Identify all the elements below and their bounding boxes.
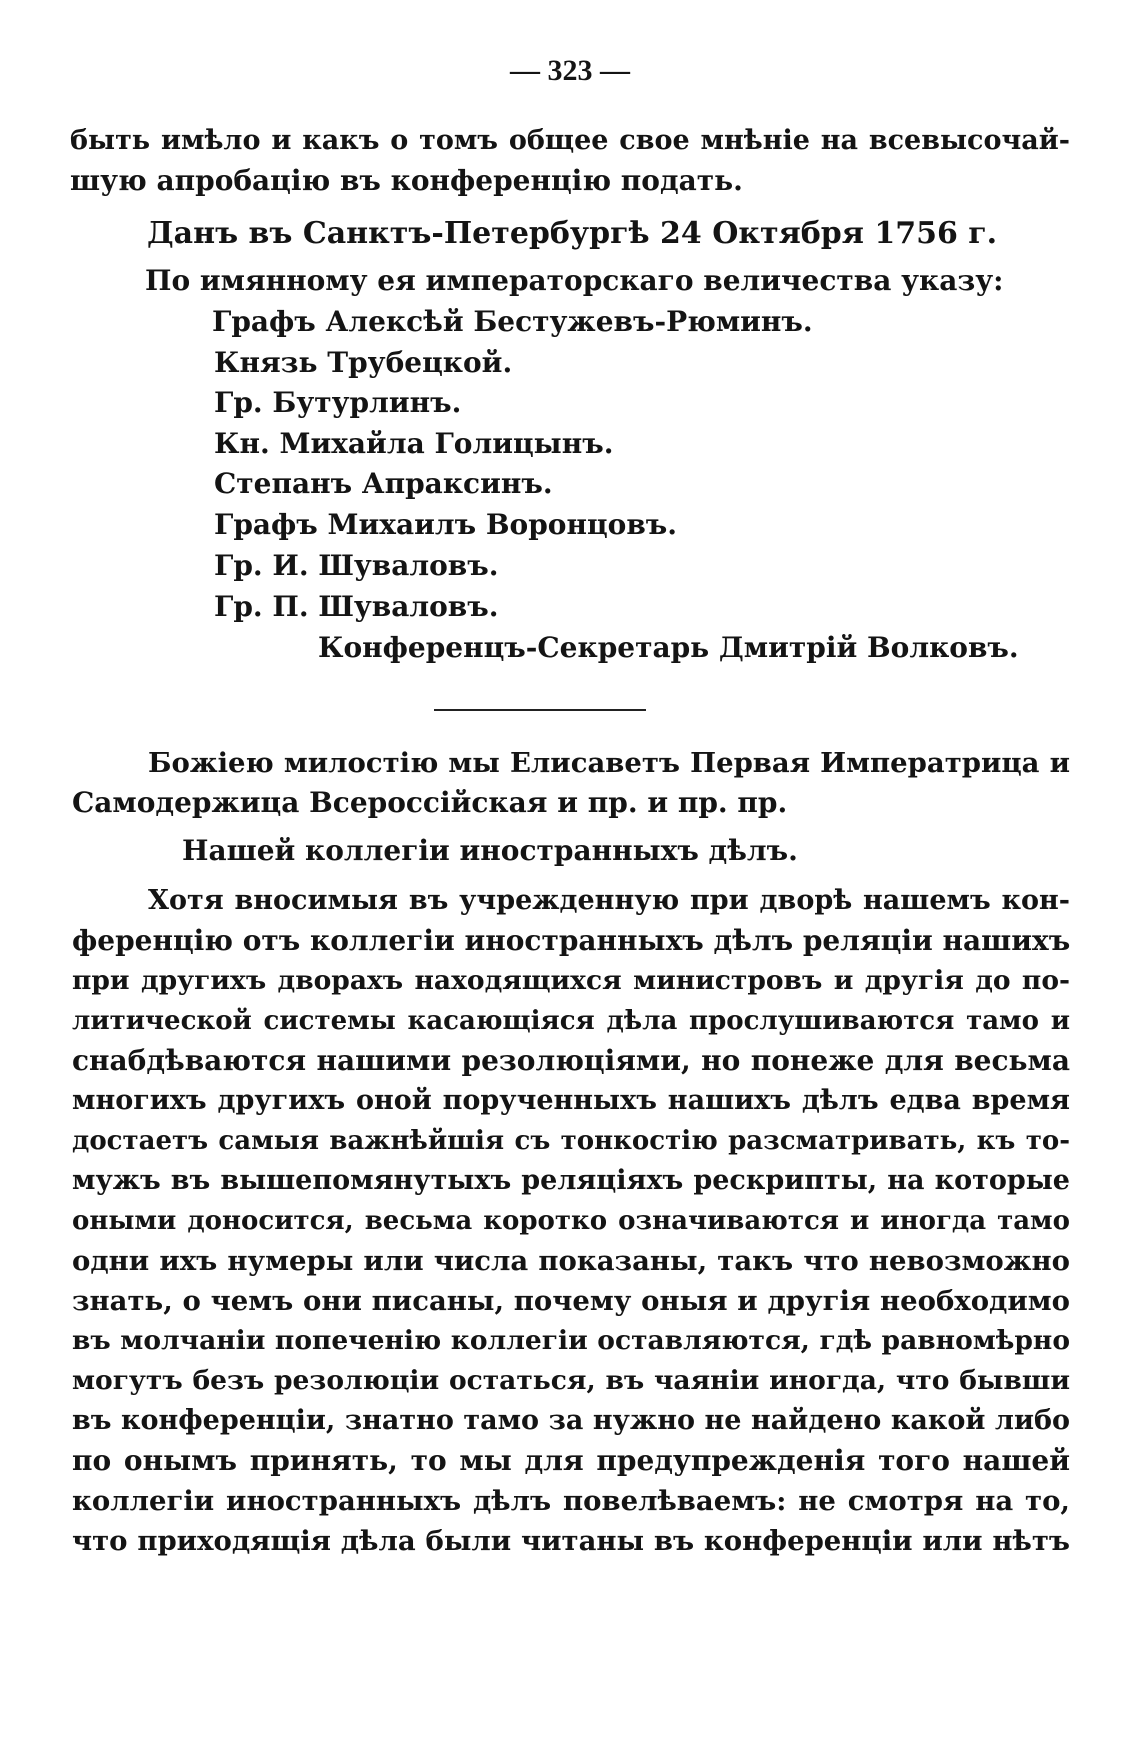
body-line: достаетъ самыя важнѣйшія съ тонкостію разсматривать, къ то- bbox=[72, 1126, 1070, 1156]
body-line: по онымъ принять, то мы для предупрежденія того нашей bbox=[72, 1444, 1070, 1477]
decree-authority: По имянному ея императорскаго величества указу: bbox=[145, 264, 1004, 297]
body-line: мужъ въ вышепомянутыхъ реляціяхъ рескрипты, на которые bbox=[72, 1165, 1070, 1196]
decree-date: Данъ въ Санктъ-Петербургѣ 24 Октября 1756 г. bbox=[147, 216, 998, 251]
decree-line: шую апробацію въ конференцію подать. bbox=[70, 164, 743, 197]
body-line: при другихъ дворахъ находящихся министровъ и другія до по- bbox=[72, 965, 1070, 996]
body-line: въ молчаніи попеченію коллегіи оставляются, гдѣ равномѣрно bbox=[72, 1325, 1070, 1356]
rescript-address: Нашей коллегіи иностранныхъ дѣлъ. bbox=[182, 834, 798, 867]
body-line: снабдѣваются нашими резолюціями, но понеже для весьма bbox=[72, 1044, 1070, 1077]
signatory: Кн. Михайла Голицынъ. bbox=[214, 427, 614, 460]
signatory: Гр. И. Шуваловъ. bbox=[214, 549, 499, 582]
secretary: Конференцъ-Секретарь Дмитрій Волковъ. bbox=[318, 631, 1019, 664]
body-line: литической системы касающіяся дѣла прослушиваются тамо и bbox=[72, 1006, 1070, 1036]
body-line: могутъ безъ резолюціи остаться, въ чаяніи иногда, что бывши bbox=[72, 1365, 1070, 1396]
body-line: одни ихъ нумеры или числа показаны, такъ что невозможно bbox=[72, 1245, 1070, 1277]
body-line: Хотя вносимыя въ учрежденную при дворѣ нашемъ кон- bbox=[148, 885, 1070, 916]
body-line: многихъ другихъ оной порученныхъ нашихъ дѣлъ едва время bbox=[72, 1085, 1070, 1116]
rescript-heading: Самодержица Всероссійская и пр. и пр. пр. bbox=[72, 786, 788, 819]
page-number: — 323 — bbox=[510, 54, 630, 87]
body-line: ференцію отъ коллегіи иностранныхъ дѣлъ реляціи нашихъ bbox=[72, 924, 1071, 957]
body-line: знать, о чемъ они писаны, почему оныя и другія необходимо bbox=[72, 1285, 1070, 1317]
signatory: Графъ Михаилъ Воронцовъ. bbox=[214, 508, 677, 541]
signatory: Графъ Алексѣй Бестужевъ-Рюминъ. bbox=[212, 305, 813, 338]
body-line: коллегіи иностранныхъ дѣлъ повелѣваемъ: не смотря на то, bbox=[72, 1485, 1070, 1517]
signatory: Гр. П. Шуваловъ. bbox=[214, 590, 499, 623]
signatory: Князь Трубецкой. bbox=[214, 346, 513, 379]
decree-line: быть имѣло и какъ о томъ общее свое мнѣніе на всевысочай- bbox=[70, 125, 1070, 156]
body-line: что приходящія дѣла были читаны въ конференціи или нѣтъ bbox=[72, 1525, 1070, 1557]
body-line: оными доносится, весьма коротко означиваются и иногда тамо bbox=[72, 1206, 1070, 1236]
body-line: въ конференціи, знатно тамо за нужно не найдено какой либо bbox=[72, 1405, 1070, 1436]
signatory: Степанъ Апраксинъ. bbox=[214, 467, 553, 500]
section-divider bbox=[434, 709, 646, 711]
signatory: Гр. Бутурлинъ. bbox=[214, 386, 462, 419]
rescript-heading: Божіею милостію мы Елисаветъ Первая Императрица и bbox=[148, 747, 1070, 779]
